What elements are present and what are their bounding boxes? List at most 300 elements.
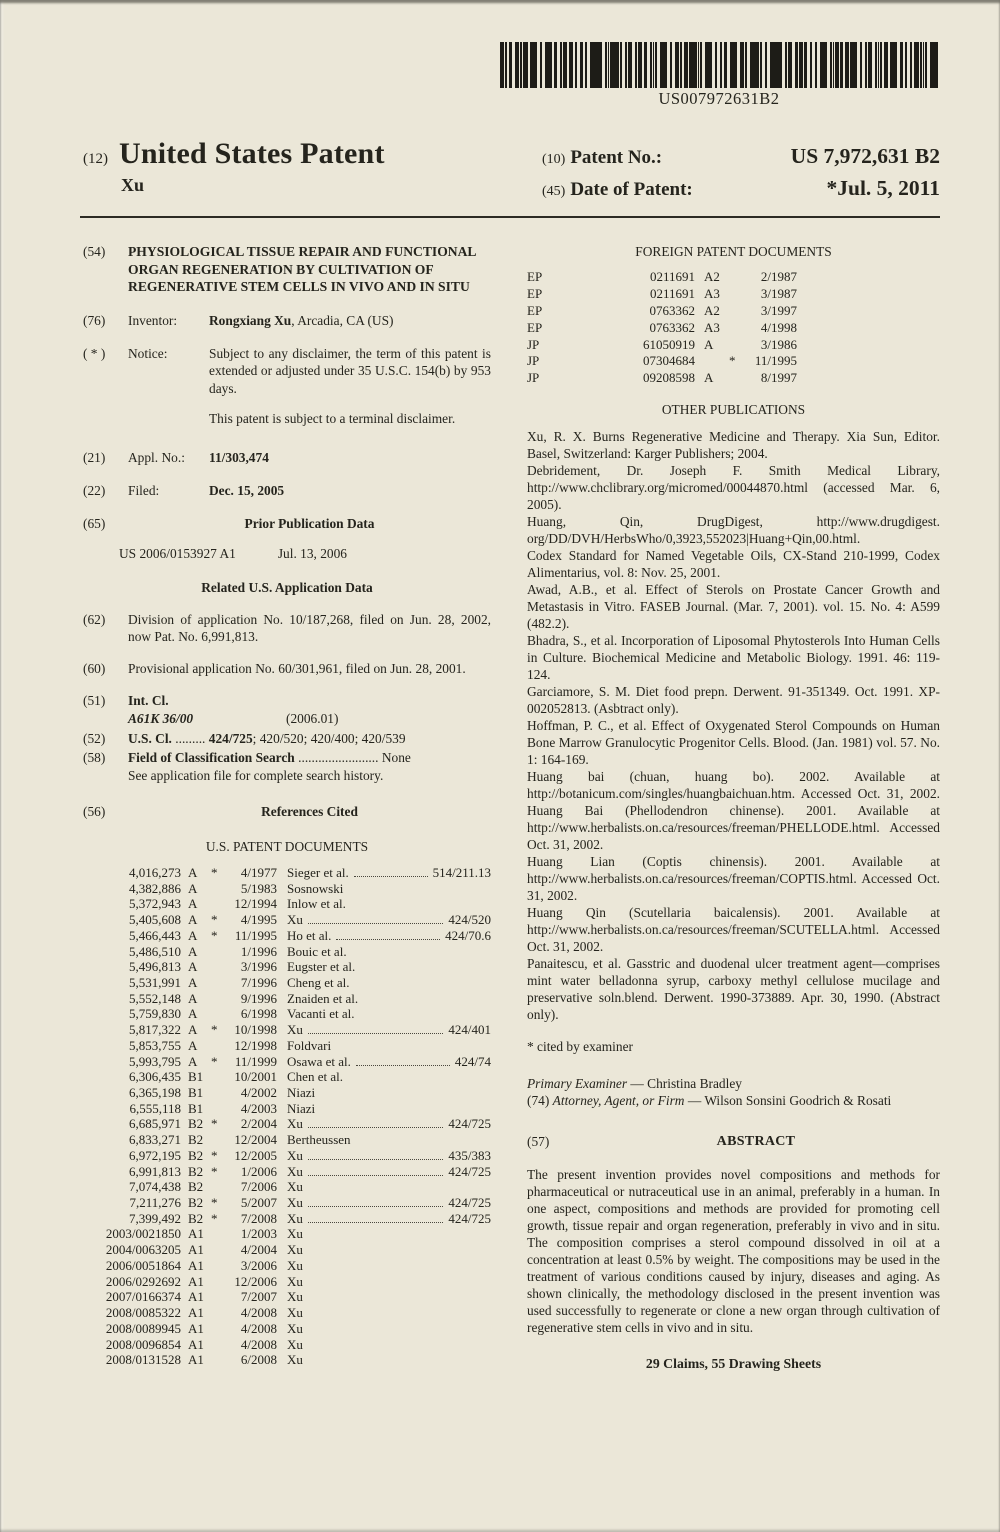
country-code-cell: JP xyxy=(527,336,540,352)
patentee-name-cell: Xu xyxy=(287,912,303,928)
notice-paragraph-2: This patent is subject to a terminal disclaimer. xyxy=(209,411,456,427)
date-cell: 12/1998 xyxy=(234,1037,277,1053)
kind-code-cell: A1 xyxy=(188,1352,204,1368)
date-cell: 11/1995 xyxy=(234,927,277,943)
section-division xyxy=(83,611,491,646)
examiner-cited-star xyxy=(211,881,224,897)
date-cell: 1/2006 xyxy=(240,1163,277,1179)
foreign-patent-row xyxy=(527,286,799,303)
patentee-name-cell: Niazi xyxy=(287,1085,316,1100)
section-inventor xyxy=(83,312,491,329)
us-patent-row xyxy=(83,1211,491,1227)
examiner-cited-star xyxy=(211,1069,224,1085)
patent-number-cell: 5,817,322 xyxy=(129,1022,181,1038)
foreign-patent-documents-table xyxy=(527,269,940,387)
patent-number-cell: 5,759,830 xyxy=(129,1006,181,1022)
foreign-patent-row xyxy=(527,303,799,320)
foreign-kind-cell: A2 xyxy=(704,303,720,319)
examiner-cited-star xyxy=(729,269,742,286)
foreign-patent-row xyxy=(527,269,799,286)
us-patent-row xyxy=(83,1006,491,1022)
primary-examiner-value: — Christina Bradley xyxy=(630,1075,742,1091)
country-code-cell: EP xyxy=(527,303,543,319)
patentee-name-cell: Xu xyxy=(287,1116,303,1132)
examiner-cited-star xyxy=(211,1006,224,1022)
patent-number-cell: 5,993,795 xyxy=(129,1053,181,1069)
foreign-number-cell: 0763362 xyxy=(649,319,695,335)
patent-number-cell: 5,552,148 xyxy=(129,990,181,1006)
patent-number-cell: 2003/0021850 xyxy=(105,1226,181,1242)
prior-publication-heading: Prior Publication Data xyxy=(244,516,375,532)
classification-cell: 424/70.6 xyxy=(445,927,491,943)
kind-code-cell: B1 xyxy=(188,1085,204,1100)
patentee-name-cell: Xu xyxy=(287,1305,303,1321)
examiner-cited-star xyxy=(211,1242,224,1258)
code-45: (45) xyxy=(542,184,566,199)
prior-publication-number: US 2006/0153927 A1 xyxy=(119,545,236,561)
country-code-cell: EP xyxy=(527,319,543,335)
examiner-cited-star: * xyxy=(211,1163,218,1179)
barcode-image xyxy=(500,42,938,88)
primary-examiner-line xyxy=(527,1075,940,1092)
us-patent-row xyxy=(83,1305,491,1321)
header-divider xyxy=(80,216,940,218)
publication-reference: Huang, Qin, DrugDigest, http://www.drugdigest. org/DD/DVH/HerbsWho/0,3923,552023|Huang+Qin,00.html. xyxy=(527,514,940,547)
int-cl-label: Int. Cl. xyxy=(128,692,169,708)
examiner-cited-star xyxy=(211,1274,224,1290)
patentee-name-cell: Eugster et al. xyxy=(287,959,356,975)
int-cl-class: A61K 36/00 xyxy=(128,711,194,727)
kind-code-cell: B2 xyxy=(188,1179,204,1195)
date-cell: 9/1996 xyxy=(240,990,277,1006)
kind-code-cell: B2 xyxy=(188,1132,204,1148)
date-cell: 12/2006 xyxy=(234,1273,277,1289)
foreign-patent-row xyxy=(527,337,799,354)
date-cell: 12/1994 xyxy=(234,896,277,912)
publication-reference: Huang Qin (Scutellaria baicalensis). 2001. Available at http://www.herbalists.on.ca/resources/freeman/SCUTELLA.html. Accessed Oct. 31, 2002. xyxy=(527,905,940,955)
date-cell: 4/1995 xyxy=(240,912,277,928)
us-patent-row xyxy=(83,1038,491,1054)
dot-leader xyxy=(308,1164,443,1176)
code-57: (57) xyxy=(527,1133,550,1149)
examiner-cited-star: * xyxy=(211,927,218,943)
date-cell: 1/2003 xyxy=(240,1226,277,1242)
patent-number-cell: 4,382,886 xyxy=(129,880,181,896)
patent-number-cell: 2008/0089945 xyxy=(105,1320,181,1336)
us-patent-row xyxy=(83,1148,491,1164)
patent-number-cell: 7,074,438 xyxy=(129,1179,181,1195)
date-cell: 4/2008 xyxy=(240,1336,277,1352)
filed-label: Filed: xyxy=(128,483,160,499)
patentee-name-cell: Niazi xyxy=(287,1100,316,1116)
code-21: (21) xyxy=(83,449,106,465)
date-cell: 7/2008 xyxy=(240,1210,277,1226)
date-cell: 7/1996 xyxy=(240,974,277,990)
kind-code-cell: A1 xyxy=(188,1336,204,1352)
appl-no-value: 11/303,474 xyxy=(209,449,269,465)
date-cell: 3/2006 xyxy=(240,1257,277,1273)
examiner-cited-star xyxy=(211,959,224,975)
code-10: (10) xyxy=(542,152,566,167)
us-cl-label: U.S. Cl. xyxy=(128,730,172,746)
inventor-surname: Xu xyxy=(121,175,145,195)
kind-code-cell: A1 xyxy=(188,1257,204,1273)
foreign-date-cell: 8/1997 xyxy=(760,370,797,386)
field-search-label: Field of Classification Search xyxy=(128,750,295,766)
examiner-cited-star xyxy=(211,1305,224,1321)
patent-number-cell: 5,496,813 xyxy=(129,959,181,975)
patent-number-cell: 2004/0063205 xyxy=(105,1242,181,1258)
foreign-date-cell: 4/1998 xyxy=(760,319,797,335)
dot-leader xyxy=(308,1148,443,1160)
kind-code-cell: A1 xyxy=(188,1226,204,1242)
patentee-name-cell: Osawa et al. xyxy=(287,1053,351,1069)
patentee-name-cell: Xu xyxy=(287,1147,303,1163)
patent-number-cell: 2007/0166374 xyxy=(105,1289,181,1305)
kind-code-12: (12) xyxy=(83,151,108,167)
examiner-cited-star xyxy=(729,303,742,320)
section-us-cl xyxy=(83,730,491,747)
publication-reference: Huang bai (chuan, huang bo). 2002. Available at http://botanicum.com/singles/huangbaichuan.htm. Accessed Oct. 31, 2002. Huang Bai (Phellodendron chinense). 2001. Available at http://www.herbalists.on.ca/resources/freeman/PHELLODE.html. Accessed Oct. 31, 2002. xyxy=(527,769,940,853)
foreign-date-cell: 3/1986 xyxy=(760,336,797,352)
publication-reference: Hoffman, P. C., et al. Effect of Oxygenated Sterol Compounds on Human Bone Marrow Granulocytic Progenitor Cells. Blood. (Jan. 1981) vol. 57. No. 1: 164-169. xyxy=(527,718,940,768)
patentee-name-cell: Bouic et al. xyxy=(287,943,347,959)
attorney-label: Attorney, Agent, or Firm xyxy=(552,1092,685,1108)
patent-number-row xyxy=(542,142,940,174)
kind-code-cell: A xyxy=(188,990,198,1006)
kind-code-cell: A xyxy=(188,1037,198,1053)
date-cell: 3/1996 xyxy=(240,959,277,975)
notice-paragraph-1: Subject to any disclaimer, the term of this patent is extended or adjusted under 35 U.S.C. 154(b) by 953 days. xyxy=(209,345,491,396)
examiner-cited-star xyxy=(211,1101,224,1117)
kind-code-cell: B2 xyxy=(188,1195,204,1211)
kind-code-cell: B1 xyxy=(188,1069,204,1085)
examiner-cited-star xyxy=(211,1132,224,1148)
code-58: (58) xyxy=(83,750,106,766)
date-cell: 4/2002 xyxy=(240,1085,277,1100)
kind-code-cell: A xyxy=(188,927,198,943)
examiner-cited-star xyxy=(211,975,224,991)
patent-number-cell: 5,405,608 xyxy=(129,912,181,928)
invention-title: PHYSIOLOGICAL TISSUE REPAIR AND FUNCTIONAL ORGAN REGENERATION BY CULTIVATION OF REGENERATIVE STEM CELLS IN VIVO AND IN SITU xyxy=(128,244,476,294)
section-appl-no xyxy=(83,449,491,466)
examiner-cited-star: * xyxy=(729,353,736,369)
us-patent-documents-heading: U.S. PATENT DOCUMENTS xyxy=(205,838,369,854)
kind-code-cell: A xyxy=(188,1006,198,1022)
other-publications-list xyxy=(527,428,940,1023)
examiner-cited-star xyxy=(211,896,224,912)
left-column xyxy=(83,243,491,1373)
field-search-dots: ........................ xyxy=(298,750,379,766)
other-publications-heading: OTHER PUBLICATIONS xyxy=(661,402,806,417)
kind-code-cell: A1 xyxy=(188,1273,204,1289)
section-title xyxy=(83,243,491,296)
kind-code-cell: A xyxy=(188,959,198,975)
examiner-cited-star xyxy=(211,944,224,960)
us-patent-row xyxy=(83,975,491,991)
foreign-number-cell: 0763362 xyxy=(649,303,695,319)
date-cell: 6/2008 xyxy=(240,1352,277,1368)
examiner-cited-star: * xyxy=(211,1053,218,1069)
primary-examiner-label: Primary Examiner xyxy=(527,1075,628,1091)
kind-code-cell: A xyxy=(188,1053,198,1069)
foreign-date-cell: 11/1995 xyxy=(754,353,797,369)
examiner-cited-star xyxy=(729,320,742,337)
examiner-cited-star xyxy=(211,1352,224,1368)
foreign-number-cell: 61050919 xyxy=(643,336,695,352)
patent-number-cell: 2006/0292692 xyxy=(105,1273,181,1289)
patentee-name-cell: Xu xyxy=(287,1163,303,1179)
patentee-name-cell: Sieger et al. xyxy=(287,864,349,880)
patentee-name-cell: Xu xyxy=(287,1257,303,1273)
patent-number-label: Patent No.: xyxy=(570,147,663,168)
code-60: (60) xyxy=(83,660,106,676)
foreign-patent-row xyxy=(527,370,799,387)
page-header xyxy=(83,137,940,206)
foreign-date-cell: 2/1987 xyxy=(760,269,797,285)
patentee-name-cell: Xu xyxy=(287,1273,303,1289)
us-patent-row xyxy=(83,1054,491,1070)
examiner-cited-star: * xyxy=(211,1195,218,1211)
us-patent-row xyxy=(83,1226,491,1242)
us-patent-row xyxy=(83,1289,491,1305)
examiner-cited-star: * xyxy=(211,912,218,928)
country-code-cell: EP xyxy=(527,286,543,302)
patent-number-cell: 2008/0096854 xyxy=(105,1336,181,1352)
us-patent-row xyxy=(83,881,491,897)
attorney-value: — Wilson Sonsini Goodrich & Rosati xyxy=(687,1092,892,1108)
code-22: (22) xyxy=(83,483,106,499)
classification-cell: 424/520 xyxy=(448,912,491,928)
us-patent-row xyxy=(83,1242,491,1258)
patent-date-row xyxy=(542,174,940,206)
dot-leader xyxy=(336,928,440,940)
inventor-address: , Arcadia, CA (US) xyxy=(291,312,394,328)
kind-code-cell: B2 xyxy=(188,1210,204,1226)
us-patent-row xyxy=(83,1116,491,1132)
kind-code-cell: A xyxy=(188,1022,198,1038)
kind-code-cell: A1 xyxy=(188,1289,204,1305)
examiner-cited-star xyxy=(211,991,224,1007)
examiner-cited-star: * xyxy=(211,1210,218,1226)
patentee-name-cell: Inlow et al. xyxy=(287,896,346,912)
patentee-name-cell: Ho et al. xyxy=(287,927,332,943)
date-cell: 4/2008 xyxy=(240,1320,277,1336)
patentee-name-cell: Sosnowski xyxy=(287,880,344,896)
patent-number-cell: 6,685,971 xyxy=(129,1116,181,1132)
section-prior-publication xyxy=(83,515,491,562)
patentee-name-cell: Chen et al. xyxy=(287,1069,343,1085)
code-54: (54) xyxy=(83,244,106,259)
us-patent-row xyxy=(83,1195,491,1211)
patentee-name-cell: Xu xyxy=(287,1022,303,1038)
patentee-name-cell: Xu xyxy=(287,1289,303,1305)
patent-number-value: US 7,972,631 B2 xyxy=(790,144,940,168)
foreign-patent-row xyxy=(527,353,799,370)
field-search-value: None xyxy=(381,750,411,766)
kind-code-cell: A1 xyxy=(188,1320,204,1336)
code-52: (52) xyxy=(83,730,106,746)
code-76: (76) xyxy=(83,312,106,328)
code-74: (74) xyxy=(527,1092,550,1108)
dot-leader xyxy=(354,865,428,877)
patentee-name-cell: Xu xyxy=(287,1179,303,1195)
patentee-name-cell: Xu xyxy=(287,1352,303,1368)
examiner-cited-star: * xyxy=(211,1022,218,1038)
dot-leader xyxy=(308,1211,443,1223)
classification-cell: 424/725 xyxy=(448,1163,491,1179)
inventor-label: Inventor: xyxy=(128,312,178,328)
field-search-note: See application file for complete search history. xyxy=(128,767,384,783)
classification-cell: 424/725 xyxy=(448,1210,491,1226)
examiner-cited-star xyxy=(211,1085,224,1101)
references-cited-heading: References Cited xyxy=(261,804,358,820)
us-patent-row xyxy=(83,1164,491,1180)
publication-reference: Bhadra, S., et al. Incorporation of Liposomal Phytosterols Into Human Cells in Culture. Biochemical Medicine and Metabolic Biology. 1991. 46: 119-124. xyxy=(527,633,940,683)
date-cell: 1/1996 xyxy=(240,943,277,959)
us-patent-row xyxy=(83,1258,491,1274)
kind-code-cell: A xyxy=(188,896,198,912)
patent-number-cell: 6,833,271 xyxy=(129,1132,181,1148)
us-cl-secondary: ; 420/520; 420/400; 420/539 xyxy=(252,730,406,746)
date-cell: 12/2004 xyxy=(234,1132,277,1148)
patent-number-cell: 5,531,991 xyxy=(129,974,181,990)
related-application-heading: Related U.S. Application Data xyxy=(201,580,373,596)
patent-number-cell: 6,365,198 xyxy=(129,1085,181,1100)
patent-number-cell: 6,306,435 xyxy=(129,1069,181,1085)
publication-reference: Huang Lian (Coptis chinensis). 2001. Available at http://www.herbalists.on.ca/resources/freeman/COPTIS.html. Accessed Oct. 31, 2002. xyxy=(527,854,940,904)
examiner-cited-star: * xyxy=(211,864,218,880)
date-cell: 10/1998 xyxy=(234,1022,277,1038)
us-cl-primary: 424/725 xyxy=(208,730,253,746)
us-patent-row xyxy=(83,1337,491,1353)
kind-code-cell: A xyxy=(188,943,198,959)
patent-number-cell: 5,853,755 xyxy=(129,1037,181,1053)
country-code-cell: JP xyxy=(527,370,540,386)
kind-code-cell: A xyxy=(188,864,198,880)
patent-number-cell: 6,555,118 xyxy=(129,1100,181,1116)
us-patent-row xyxy=(83,865,491,881)
date-cell: 4/1977 xyxy=(240,864,277,880)
kind-code-cell: B2 xyxy=(188,1116,204,1132)
publication-reference: Codex Standard for Named Vegetable Oils, CX-Stand 210-1999, Codex Alimentarius, vol. 8: Nov. 25, 2001. xyxy=(527,548,940,581)
us-patent-row xyxy=(83,1132,491,1148)
cited-by-examiner-note: * cited by examiner xyxy=(527,1039,633,1055)
section-filed xyxy=(83,482,491,499)
patent-number-cell: 4,016,273 xyxy=(129,864,181,880)
classification-cell: 424/74 xyxy=(454,1053,491,1069)
examiner-cited-star xyxy=(211,1321,224,1337)
foreign-date-cell: 3/1997 xyxy=(760,303,797,319)
patent-number-cell: 2006/0051864 xyxy=(105,1257,181,1273)
code-62: (62) xyxy=(83,611,106,627)
examiner-cited-star xyxy=(211,1179,224,1195)
date-cell: 12/2005 xyxy=(234,1147,277,1163)
date-cell: 5/1983 xyxy=(240,880,277,896)
publication-reference: Garciamore, S. M. Diet food prepn. Derwent. 91-351349. Oct. 1991. XP-002052813. (Asbtract only). xyxy=(527,684,940,717)
foreign-kind-cell: A xyxy=(704,336,714,352)
us-patent-row xyxy=(83,896,491,912)
date-cell: 7/2006 xyxy=(240,1179,277,1195)
claims-drawing-sheets-note: 29 Claims, 55 Drawing Sheets xyxy=(645,1356,822,1372)
filed-value: Dec. 15, 2005 xyxy=(209,483,285,499)
kind-code-cell: A xyxy=(188,912,198,928)
country-code-cell: EP xyxy=(527,269,543,285)
examiner-cited-star: * xyxy=(211,1147,218,1163)
foreign-kind-cell: A2 xyxy=(704,269,720,285)
patent-number-cell: 7,211,276 xyxy=(129,1195,181,1211)
section-notice xyxy=(83,345,491,428)
right-column xyxy=(527,243,940,1373)
section-provisional xyxy=(83,660,491,677)
code-51: (51) xyxy=(83,692,106,708)
section-references-cited xyxy=(83,803,491,820)
us-patent-row xyxy=(83,1101,491,1117)
classification-cell: 424/401 xyxy=(448,1022,491,1038)
document-type-title: United States Patent xyxy=(119,137,385,170)
examiner-cited-star xyxy=(729,370,742,387)
date-cell: 4/2008 xyxy=(240,1305,277,1321)
date-cell: 4/2003 xyxy=(240,1100,277,1116)
foreign-kind-cell: A xyxy=(704,370,714,386)
kind-code-cell: A xyxy=(188,880,198,896)
us-patent-row xyxy=(83,1069,491,1085)
examiner-cited-star xyxy=(211,1289,224,1305)
patent-number-cell: 5,486,510 xyxy=(129,943,181,959)
int-cl-version: (2006.01) xyxy=(286,711,339,727)
date-cell: 4/2004 xyxy=(240,1242,277,1258)
kind-code-cell: B2 xyxy=(188,1163,204,1179)
date-cell: 6/1998 xyxy=(240,1006,277,1022)
publication-reference: Debridement, Dr. Joseph F. Smith Medical Library, http://www.chclibrary.org/micromed/00044870.html (accessed Mar. 6, 2005). xyxy=(527,463,940,513)
classification-cell: 424/725 xyxy=(448,1116,491,1132)
provisional-text: Provisional application No. 60/301,961, filed on Jun. 28, 2001. xyxy=(128,660,466,676)
barcode-block xyxy=(500,42,938,109)
classification-cell: 424/725 xyxy=(448,1195,491,1211)
header-left xyxy=(83,137,385,196)
foreign-date-cell: 3/1987 xyxy=(760,286,797,302)
foreign-patent-row xyxy=(527,320,799,337)
section-int-cl xyxy=(83,692,491,728)
patent-number-cell: 7,399,492 xyxy=(129,1210,181,1226)
country-code-cell: JP xyxy=(527,353,540,369)
us-patent-row xyxy=(83,1321,491,1337)
two-column-body xyxy=(83,243,940,1373)
dot-leader xyxy=(308,1195,443,1207)
patentee-name-cell: Xu xyxy=(287,1336,303,1352)
publication-reference: Awad, A.B., et al. Effect of Sterols on Prostate Cancer Growth and Metastasis in Vitro. FASEB Journal. (Mar. 7, 2001). vol. 15. No. 4: A599 (482.2). xyxy=(527,582,940,632)
us-cl-dots: ......... xyxy=(175,730,206,746)
patentee-name-cell: Cheng et al. xyxy=(287,974,350,990)
foreign-kind-cell: A3 xyxy=(704,319,720,335)
date-cell: 2/2004 xyxy=(240,1116,277,1132)
patent-number-cell: 5,466,443 xyxy=(129,927,181,943)
section-field-search xyxy=(83,749,491,784)
examiner-cited-star xyxy=(729,337,742,354)
us-patent-row xyxy=(83,1352,491,1368)
date-cell: 10/2001 xyxy=(234,1069,277,1085)
us-patent-row xyxy=(83,1085,491,1101)
notice-label: Notice: xyxy=(128,345,168,361)
prior-publication-date: Jul. 13, 2006 xyxy=(277,545,348,561)
foreign-patent-documents-heading: FOREIGN PATENT DOCUMENTS xyxy=(635,244,832,259)
prior-publication-entry xyxy=(83,545,491,562)
patentee-name-cell: Foldvari xyxy=(287,1037,332,1053)
patentee-name-cell: Xu xyxy=(287,1195,303,1211)
date-cell: 5/2007 xyxy=(240,1195,277,1211)
us-patent-row xyxy=(83,912,491,928)
kind-code-cell: A xyxy=(188,974,198,990)
